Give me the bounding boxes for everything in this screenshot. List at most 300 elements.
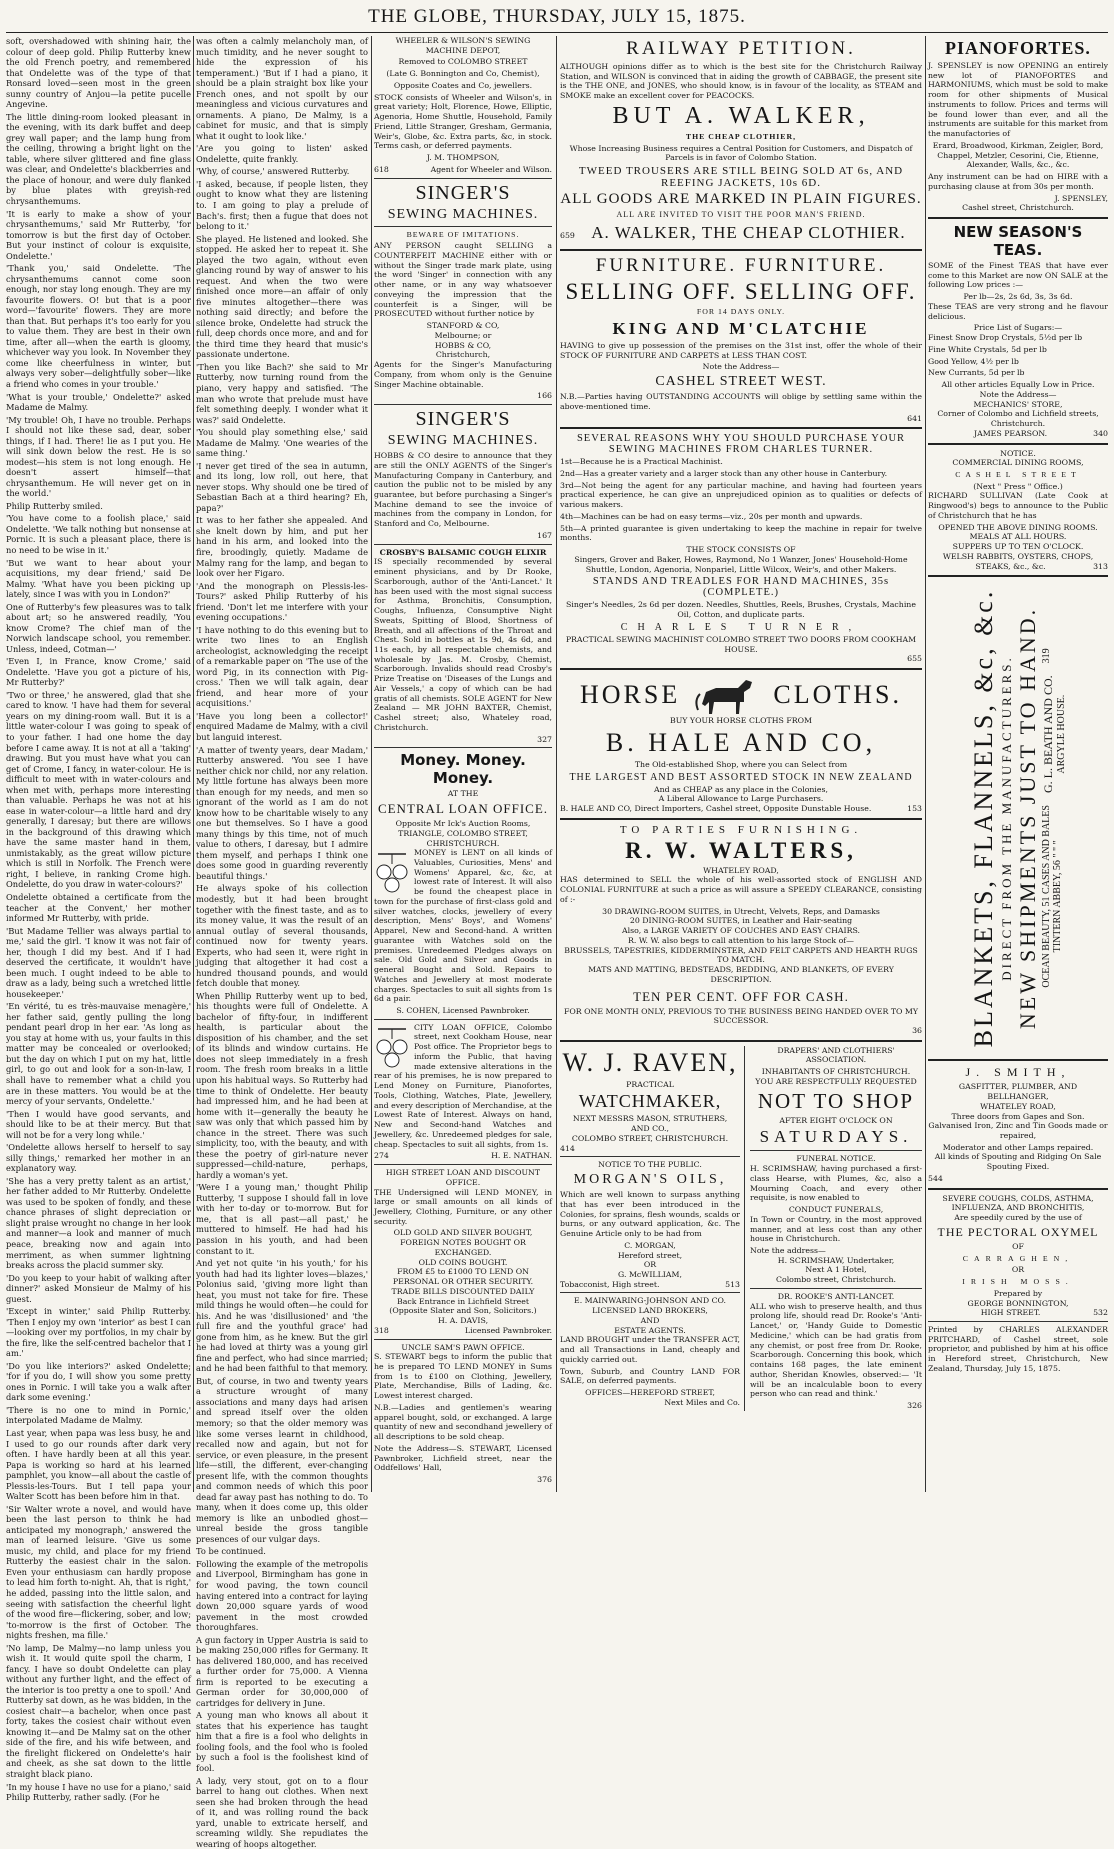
ad-body: RICHARD SULLIVAN (Late Cook at Ringwood's) begs to announce to the Public of Christchurch that he has bbox=[928, 491, 1108, 520]
ad-subtitle: SEWING MACHINES. bbox=[387, 433, 539, 449]
ad-subtitle: CENTRAL LOAN OFFICE. bbox=[377, 801, 549, 817]
ad-line: FOR ONE MONTH ONLY, PREVIOUS TO THE BUSINESS BEING HANDED OVER TO MY SUCCESSOR. bbox=[563, 1006, 919, 1026]
ad-body: Town, Suburb, and Country LAND FOR SALE, on deferred payments. bbox=[560, 1366, 740, 1386]
price-item: New Currants, 5d per lb bbox=[928, 368, 1025, 378]
ad-line: OLD GOLD AND SILVER BOUGHT, bbox=[393, 1228, 533, 1238]
ad-body: Agents for the Singer's Manufacturing Company, from whom only is the Genuine Singer Machine obtainable. bbox=[374, 360, 552, 389]
ad-line: OCEAN BEAUTY, 51 CASES AND BALES bbox=[1041, 805, 1052, 988]
ad-firm: J. SMITH, bbox=[965, 1065, 1071, 1080]
ad-drapers-association bbox=[750, 1046, 922, 1148]
ad-signature: G. McWILLIAM, bbox=[618, 1270, 682, 1279]
ad-line: R. W. W. also begs to call attention to his large Stock of— bbox=[628, 935, 854, 945]
price-item: Finest Snow Drop Crystals, 5½d per lb bbox=[928, 333, 1083, 343]
ad-railway-petition bbox=[560, 38, 922, 245]
ad-king-mclatchie bbox=[560, 255, 922, 423]
ad-body: Whose Increasing Business requires a Central Position for Customers, and Dispatch of Parcels is in favor of Colombo Station. bbox=[569, 143, 913, 163]
ad-title: UNCLE SAM'S PAWN OFFICE. bbox=[401, 1342, 525, 1352]
ad-headline: IRISH MOSS. bbox=[962, 1277, 1074, 1287]
printer-imprint: Printed by CHARLES ALEXANDER PRITCHARD, of Cashel street, sole proprietor, and published by him at his office in Hereford street, Christchurch, New Zealand, Thursday, July 15, 1875. bbox=[928, 1325, 1108, 1373]
ad-divider bbox=[928, 1188, 1108, 1190]
ad-address: Hereford street, bbox=[617, 1250, 683, 1260]
ad-title: CROSBY'S BALSAMIC COUGH ELIXIR bbox=[379, 547, 547, 557]
ad-line: BUY YOUR HORSE CLOTHS FROM bbox=[670, 716, 812, 726]
ad-address: OFFICES—HEREFORD STREET, bbox=[585, 1388, 715, 1398]
story-paragraph: 'Are you going to listen' asked Ondelette, quite frankly. bbox=[196, 143, 368, 164]
story-paragraph: 'She has a very pretty talent as an artist,' her father added to Mr Rutterby. Ondelette was used to be spoken of fondly, and these chance phrases of slight depreciation or slight praise wrought no change in her look and manner—a look and manner of much peace, breaking now and again into merriment, as when summer lightning breaks across the placid summer sky. bbox=[6, 1175, 191, 1271]
story-paragraph: 'But we want to hear about your acquisitions, my dear friend,' said De Malmy. 'What have you been picking up lately, since I was with you in London?' bbox=[6, 557, 191, 600]
ad-number: 167 bbox=[537, 530, 552, 540]
ad-line: Price List of Sugars:— bbox=[973, 323, 1063, 333]
ad-number: 655 bbox=[907, 654, 922, 664]
ad-body: ALTHOUGH opinions differ as to which is the best site for the Christchurch Railway Station, and WILSON is convinced that in aiding the growth of CABBAGE, the present site is the THE ONE, and JONES, who should know, is in favour of the locality, as STEAM and SMOKE make an excellent cover for PEACOCKS. bbox=[560, 62, 922, 101]
ad-title: THE PECTORAL OXYMEL bbox=[937, 1224, 1099, 1239]
story-paragraph: 'Sir Walter wrote a novel, and would have been the last person to think he had anticipated my monograph,' answered the man of learned leisure. 'Give us some music, my child, and place for my friend Rutterby the easiest chair in the salon. Even your enthusiasm can hardly propose to lead him forth to-night. Ah, that is right,' he added, passing into the little salon, and seeing with satisfaction the cheerful light of the wood fire—flickering, sober, and low; 'to-morrow is the first of October. The nights freshen, ma fille.' bbox=[6, 1503, 191, 1641]
ad-body: HAVING to give up possession of the premises on the 31st inst, offer the whole of their STOCK OF FURNITURE AND CARPETS at LESS THAN COST. bbox=[560, 340, 922, 360]
ad-number: 544 bbox=[928, 1173, 943, 1183]
ad-line: SEVERE COUGHS, COLDS, ASTHMA, INFLUENZA, AND BRONCHITIS, bbox=[942, 1193, 1094, 1213]
ad-number: 376 bbox=[537, 1475, 552, 1485]
ad-uncle-sams bbox=[374, 1343, 552, 1485]
story-paragraph: 'There is no one to mind in Pornic,' interpolated Madame de Malmy. bbox=[6, 1404, 191, 1426]
ad-firm: E. MAINWARING-JOHNSON AND CO. bbox=[574, 1296, 726, 1306]
ad-line: AT THE bbox=[447, 789, 479, 799]
ad-headline: SELLING OFF. SELLING OFF. bbox=[565, 279, 917, 305]
ad-divider bbox=[560, 668, 922, 670]
ad-title: Money. Money. Money. bbox=[400, 751, 526, 788]
column-rule bbox=[925, 36, 926, 1492]
ad-headline: CARRAGHEN, bbox=[962, 1253, 1074, 1263]
ad-line: TINTERN ABBEY, 56 " " " bbox=[1052, 840, 1063, 953]
ad-firm: R. W. WALTERS, bbox=[625, 837, 857, 863]
story-paragraph: A gun factory in Upper Austria is said to be making 250,000 rifles for Germany. It has delivered 180,000, and has received a further order for 75,000. A Vienna firm is reported to be executing a German order for 30,000,000 of cartridges for delivery in June. bbox=[196, 1634, 368, 1708]
ad-line: THE LARGEST AND BEST ASSORTED STOCK IN NEW ZEALAND bbox=[569, 771, 913, 783]
ad-line: ESTATE AGENTS. bbox=[614, 1325, 686, 1335]
column-rule bbox=[193, 36, 194, 1492]
ad-number: 659 bbox=[560, 231, 575, 241]
ad-subtitle: SEWING MACHINES. bbox=[387, 206, 539, 222]
ad-line: TWEED TROUSERS ARE STILL BEING SOLD AT 6s, AND REEFING JACKETS, 10s 6D. bbox=[578, 165, 904, 190]
ad-line: Opposite Coates and Co, jewellers. bbox=[393, 80, 533, 90]
ad-line: OR bbox=[643, 1260, 657, 1270]
story-paragraph: Last year, when papa was less busy, he and I used to go our rounds after dark very often. I have hardly been at all this year. Papa is working so hard at his learned pamphlet, you know—all about the castle of Plessis-les-Tours. But I tell papa your Walter Scott has been before him in that. bbox=[6, 1428, 191, 1502]
ad-address: CASHEL STREET bbox=[955, 469, 1081, 479]
ad-line: OPENED THE ABOVE DINING ROOMS. bbox=[938, 522, 1098, 532]
ad-address: B. HALE AND CO, Direct Importers, Cashel street, Opposite Dunstable House. bbox=[560, 803, 872, 813]
ad-number: 414 bbox=[560, 1143, 575, 1153]
story-paragraph: 'Then you like Bach?' she said to Mr Rutterby, now turning round from the piano, very happy and satisfied. 'The man who wrote that prelude must have felt something deeply. I wonder what it was?' said Ondelette. bbox=[196, 361, 368, 425]
ad-pianofortes bbox=[928, 38, 1108, 213]
ad-title: PIANOFORTES. bbox=[945, 38, 1091, 58]
story-paragraph: Philip Rutterby smiled. bbox=[6, 500, 103, 511]
ad-address: Next A 1 Hotel, bbox=[805, 1265, 867, 1275]
reason-item: 1st—Because he is a Practical Machinist. bbox=[560, 457, 723, 467]
ad-address: NEXT MESSRS MASON, STRUTHERS, bbox=[572, 1114, 728, 1124]
ad-line: STEAKS, &c., &c. bbox=[975, 561, 1046, 571]
story-paragraph: 'No lamp, De Malmy—no lamp unless you wish it. It would quite spoil the charm, I fancy. I have so doubt Ondelette can play without any further light, and the effect of the interior is too pretty a one to spoil.' And Rutterby sat down, as he was bidden, in the cosiest chair—a bachelor, when once past forty, takes the cosiest chair without even knowing it—and De Malmy sat on the other side of the fire, and his wife between, and the firelight flickered on Ondelette's hair and cheek, as she sat down to the little straight black piano. bbox=[6, 1642, 191, 1779]
ad-title: SINGER'S bbox=[415, 408, 511, 431]
ad-body: HAS determined to SELL the whole of his well-assorted stock of ENGLISH AND COLONIAL FURNITURE at such a price as will assure a SPEEDY CLEARANCE, consisting of :- bbox=[560, 875, 922, 904]
ad-title: NOTICE TO THE PUBLIC. bbox=[598, 1160, 702, 1170]
ad-body: S. STEWART begs to inform the public that he is prepared TO LEND MONEY in Sums from 1s to £100 on Clothing, Jewellery, Plate, Merchandise, Bills of Lading, &c. Lowest interest charged. bbox=[374, 1352, 552, 1401]
story-paragraph: But, of course, in two and twenty years a structure wrought of many associations and many days had arisen and spread itself over the olden memory; so that the older memory was like some verses learnt in childhood, recalled now and again, but not for service, or even pleasure, in the present life—still, the different, ever-changing present life, with the common thoughts and common needs of which this poor dead far away past has nothing to do. To many, when it does come up, this older memory is like an unbodied ghost—unreal beside the gross tangible presences of our vulgar days. bbox=[196, 1375, 368, 1544]
ad-title: CLOTHS. bbox=[773, 680, 902, 710]
story-paragraph: Following the example of the metropolis and Liverpool, Birmingham has gone in for wood paving, the town council having entered into a contract for laying down 20,000 square yards of wood pavement in the most crowded thoroughfares. bbox=[196, 1558, 368, 1633]
ad-body: H. SCRIMSHAW, having purchased a first-class Hearse, with Plumes, &c, also a Mourning Coach, and every other requisite, is now enabled to bbox=[750, 1164, 922, 1203]
ad-address: Next Miles and Co. bbox=[664, 1397, 740, 1407]
vertical-ad-text bbox=[969, 589, 1067, 1048]
ad-divider bbox=[374, 226, 552, 227]
ad-line: Removed to COLOMBO STREET bbox=[398, 57, 528, 67]
ad-title: WATCHMAKER, bbox=[578, 1091, 722, 1112]
ad-body: MONEY is LENT on all kinds of Valuables, Curiosities, Mens' and Womens' Apparel, &c, &c, at lowest rate of Interest. It will also be found the cheapest place in town for the purchase of first-class gold and silver watches, clocks, jewellery of every description, Mens' Boys', and Womens' Apparel, New and Second-hand. A written guarantee with Watches sold on the premises. Unredeemed Pledges always on sale. Old Gold and Silver and Goods in general Bought and Sold. Repairs to Watches and Jewellery at most moderate charges. Spectacles to suit all sights from 1s 6d a pair. bbox=[374, 848, 552, 1004]
story-paragraph: When Phillip Rutterby went up to bed, his thoughts were full of Ondelette. A bachelor of fifty-four, in indifferent health, is particular about the disposition of his chamber, and the set of its blinds and window curtains. He does not sleep immediately in a fresh room. The fresh room breaks in a little upon his habitual ways. So Rutterby had time to think of Ondelette. Her beauty had impressed him, and he had been at home with it—generally the beauty he saw was only that which passed him by chance in the street. There was such simplicity, too, with the beauty, and with these the poetry of girl-nature never suppressed—child-nature, perhaps, hardly a woman's yet. bbox=[196, 990, 368, 1180]
ad-body: N.B.—Ladies and gentlemen's wearing apparel bought, sold, or exchanged. A large quantity of new and secondhand jewellery of all descriptions to be sold cheap. bbox=[374, 1402, 552, 1442]
story-paragraph: was often a calmly melancholy man, of much timidity, and he never sought to hide the expression of his temperament.) 'But if I had a piano, it should be a plain straight box like your French ones, and not spoilt by our meaningless and vicious curvatures and ornaments. A piano, De Malmy, is a cabinet for music, and that is simply what it ought to look like.' bbox=[196, 36, 368, 141]
story-paragraph: 'What is your trouble,' Ondelette?' asked Madame de Malmy. bbox=[6, 391, 191, 413]
ad-divider bbox=[928, 1059, 1108, 1061]
story-paragraph: 'Have you long been a collector!' enquired Madame de Malmy, with a civil but languid interest. bbox=[196, 710, 368, 742]
ad-headline: NEW SHIPMENTS JUST TO HAND. bbox=[1015, 607, 1040, 1030]
ad-divider bbox=[928, 1321, 1108, 1322]
ad-line: A Liberal Allowance to Large Purchasers. bbox=[658, 794, 824, 804]
pawn-balls-icon bbox=[374, 850, 410, 894]
ad-body: Erard, Broadwood, Kirkman, Zeigler, Bord, Chappel, Metzler, Cesorini, Cie, Etienne, Alexander, Walls, &c., &c. bbox=[932, 140, 1104, 170]
ad-line: Note the Address— bbox=[702, 362, 780, 372]
ad-address: Opposite Mr Ick's Auction Rooms, TRIANGLE, COLOMBO STREET, CHRISTCHURCH. bbox=[395, 819, 531, 848]
ad-title: BUT A. WALKER, bbox=[612, 102, 870, 129]
ad-number: 319 bbox=[1041, 648, 1052, 664]
reasons-list bbox=[560, 457, 922, 543]
ad-line: FOREIGN NOTES BOUGHT OR EXCHANGED. bbox=[400, 1238, 526, 1257]
column-rule bbox=[556, 36, 557, 1492]
ad-number: 641 bbox=[907, 413, 922, 423]
story-paragraph: 'I asked, because, if people listen, they ought to know what they are listening to. I am going to play a prelude of Bach's. first; then a fugue that does not belong to it.' bbox=[196, 178, 368, 232]
ad-mainwaring bbox=[560, 1296, 740, 1407]
ad-body: J. SPENSLEY is now OPENING an entirely new lot of PIANOFORTES and HARMONIUMS, which must be sold to make room for other shipments of Musical instruments to follow. Prices and terms will be found lower than ever, and all the instruments are suitable for this market from the manufactories of bbox=[928, 61, 1108, 139]
ad-signature: Agent for Wheeler and Wilson. bbox=[430, 164, 552, 174]
story-paragraph: A young man who knows all about it states that his experience has taught him that a fire is a fool who delights in fooling fools, and the fool who is fooled by such a fool is the foolishest kind of fool. bbox=[196, 1710, 368, 1773]
ad-line: WELSH RABBITS, OYSTERS, CHOPS, bbox=[942, 551, 1094, 561]
ad-singer-2 bbox=[374, 408, 552, 541]
ad-line: OR bbox=[1011, 1265, 1025, 1275]
ad-line: SUPPERS UP TO TEN O'CLOCK. bbox=[952, 542, 1084, 552]
ad-divider bbox=[374, 404, 552, 405]
ad-raven bbox=[560, 1046, 745, 1411]
price-item: Good Yellow, 4½ per lb bbox=[928, 356, 1019, 366]
story-paragraph: 'I never get tired of the sea in autumn, and its long, low roll, out here, that never stops. Why should one be tired of Sebastian Bach at a third hearing? Eh, papa?' bbox=[196, 460, 368, 513]
masthead: THE GLOBE, THURSDAY, JULY 15, 1875. bbox=[368, 6, 746, 27]
ad-number: 36 bbox=[912, 1025, 922, 1035]
ad-divider bbox=[374, 544, 552, 545]
ad-line: (Late G. Bonnington and Co, Chemist), bbox=[386, 69, 540, 79]
ad-signature: H. E. NATHAN. bbox=[491, 1151, 552, 1161]
ad-body: Singers, Grover and Baker, Howes, Raymond, No 1 Wanzer, Jones' Household-Home Shuttle, London, Agenoria, Nonpariel, Little Wilcox, Weir's, and other Makers. bbox=[574, 554, 908, 574]
ad-address: ARGYLE HOUSE. bbox=[1056, 695, 1067, 774]
ad-signature: STANFORD & CO, bbox=[426, 321, 500, 331]
sugar-price-list bbox=[928, 333, 1108, 378]
ad-title: NOTICE. bbox=[1000, 448, 1036, 458]
ads-row-raven-drapers bbox=[560, 1046, 922, 1411]
reason-item: 4th—Machines can be had on easy terms—viz., 20s per month and upwards. bbox=[560, 511, 863, 521]
ad-central-loan bbox=[374, 751, 552, 1015]
ad-line: Note the address— bbox=[750, 1246, 826, 1255]
ad-body: These TEAS are very strong and he flavour delicious. bbox=[928, 301, 1108, 321]
ad-body: LAND BROUGHT under the TRANSFER ACT, and all Transactions in Land, cheaply and quickly carried out. bbox=[560, 1335, 740, 1364]
ad-line: 20 DINING-ROOM SUITES, in Leather and Hair-seating bbox=[629, 916, 853, 926]
ad-number: 327 bbox=[537, 734, 552, 744]
ad-line: AND bbox=[640, 1315, 660, 1325]
ad-charles-turner bbox=[560, 433, 922, 664]
ad-divider bbox=[374, 1164, 552, 1165]
ad-warning: BEWARE OF IMITATIONS. bbox=[406, 229, 520, 239]
ad-smith bbox=[928, 1065, 1108, 1183]
story-paragraph: 'Even I, in France, know Crome,' said Ondelette. 'Have you got a picture of his, Mr Rutterby?' bbox=[6, 656, 191, 688]
ad-number: 153 bbox=[907, 803, 922, 813]
ad-signature: CHARLES TURNER, bbox=[620, 621, 862, 633]
ad-signature: Christchurch, bbox=[435, 350, 491, 360]
ad-line: Prepared by bbox=[993, 1288, 1043, 1298]
ad-firm: G. L. BEATH AND CO. bbox=[1041, 675, 1055, 794]
ad-line: Note the Address— bbox=[979, 389, 1057, 399]
story-paragraph: 'And the monograph on Plessis-les-Tours?' asked Philip Rutterby of his friend. 'Don't let me interfere with your evening occupations.' bbox=[196, 580, 368, 623]
ads-column-5 bbox=[928, 36, 1108, 1492]
ad-headline: SATURDAYS. bbox=[759, 1127, 913, 1147]
ad-line: Also, a LARGE VARIETY OF COUCHES AND EASY CHAIRS. bbox=[621, 926, 861, 936]
ad-address: HIGH STREET. bbox=[980, 1308, 1041, 1318]
ad-morgans-oils bbox=[560, 1160, 740, 1289]
story-paragraph: A lady, very stout, got on to a flour barrel to hang out clothes. When next seen she had broken through the head of it, and was rolling round the back yard, unable to extricate herself, and screaming wildly. She repudiates the wearing of hoops altogether. bbox=[196, 1775, 368, 1849]
ad-line: All other articles Equally Low in Price. bbox=[941, 380, 1095, 390]
story-paragraph: One of Rutterby's few pleasures was to talk about art; so he answered readily, 'You know Crome? The chief man of the Norwich landscape school, you remember. Unless, indeed, Cotman—' bbox=[6, 601, 191, 654]
story-paragraph: 'But Madame Tellier was always partial to me,' said the girl. 'I know it was not fair of her, though I did my best. And if I had deserved the certificate, it wouldn't have been much. I ought indeed to be able to draw as a lady, being such a wretched little housekeeper.' bbox=[6, 925, 191, 999]
ad-address: WHATELEY ROAD, bbox=[980, 1101, 1056, 1111]
ad-signature: J. SPENSLEY, bbox=[1054, 193, 1108, 203]
ad-line: YOU ARE RESPECTFULLY REQUESTED bbox=[755, 1076, 917, 1086]
ad-divider bbox=[928, 443, 1108, 445]
ad-singer-1 bbox=[374, 182, 552, 401]
story-paragraph: To be continued. bbox=[196, 1546, 266, 1557]
ad-divider bbox=[560, 1292, 740, 1293]
ad-line: ALL ARE INVITED TO VISIT THE POOR MAN'S FRIEND. bbox=[616, 210, 866, 220]
ad-firm: KING AND M'CLATCHIE bbox=[612, 318, 870, 338]
ad-number: 513 bbox=[725, 1279, 740, 1289]
ad-number: 318 bbox=[374, 1325, 389, 1335]
ad-headline: CONDUCT FUNERALS, bbox=[788, 1205, 884, 1215]
ad-body: Which are well known to surpass anything that has ever been introduced in the Colonies, for sprains, flesh wounds, scalds or burns, or any outward application, &c. The Genuine Article only to be had from bbox=[560, 1190, 740, 1239]
story-paragraph: 'I have nothing to do this evening but to write two lines to an English archeologist, acknowledging the receipt of a remarkable paper on 'The use of the word Pig, in its connection with Pig-cross.' Then we will talk again, dear friend, and hear more of your acquisitions.' bbox=[196, 624, 368, 709]
ad-signature: Melbourne; or bbox=[434, 330, 492, 340]
ad-line: (Opposite Slater and Son, Solicitors.) bbox=[389, 1306, 537, 1316]
ad-line: INHABITANTS OF CHRISTCHURCH. bbox=[761, 1067, 911, 1077]
story-paragraph: 'En vérité, tu es très-mauvaise menagère,' her father said, gently pulling the long pendant pearl drop in her ear. 'As long as you stay at home with us, your faults in this matter may be concealed or overlooked; but the day on which I put on my hat, little girl, to go out and look for a son-in-law, I shall have to remember what a child you are in these matters. You would be at the mercy of your servants, Ondelette.' bbox=[6, 1001, 191, 1107]
ad-address: Three doors from Gapes and Son. bbox=[951, 1111, 1085, 1121]
story-paragraph: 'You should play something else,' said Madame de Malmy. 'One wearies of the same thing.' bbox=[196, 427, 368, 459]
ad-title: HORSE bbox=[580, 680, 681, 710]
story-paragraph: 'Were I a young man,' thought Philip Rutterby, 'I suppose I should fall in love with her to-day or to-morrow. But for me, that is all past—all past,' he muttered to himself. He had had his passion in his youth, and had been constant to it. bbox=[196, 1182, 368, 1256]
ad-address: Colombo street, Christchurch. bbox=[776, 1275, 896, 1285]
story-paragraph: And yet not quite 'in his youth,' for his youth had had its lighter loves—blazes,' Polonius said, 'giving more light than heat, you must not take for fire. These mild things he would often—he could for his. And he was 'disillusioned' and 'the full fire and the youthful grace' had gone from him, as he knew. But the girl he had loved at thirty was a young girl fine and perfect, who had since married; and he had been faithful to that memory. bbox=[196, 1258, 368, 1374]
story-paragraph: 'Thank you,' said Ondelette. 'The chrysanthemums cannot come soon enough, nor stay long enough. They are my favourite flowers. O! but that is a poor word—'favourite' flowers. They are more than that. But perhaps it's too early for you to value them. They are best in their own time, after all—when the earth is gloomy, whichever way you look. In November they come like cheerfulness in winter, but always very sober—delightfully sober—like a friend who comes in your trouble.' bbox=[6, 263, 191, 389]
story-paragraph: 'Why, of course,' answered Rutterby. bbox=[196, 166, 350, 177]
ad-title: NEW SEASON'S TEAS. bbox=[953, 223, 1083, 260]
ad-body: STOCK consists of Wheeler and Wilson's, in great variety; Holt, Florence, Howe, Elliptic, Agenoria, Home Shuttle, Household, Family Friend, Little Stranger, Gresham, Germania, Weir's, Globe, &c. Extra parts, &c, in stock. Terms cash, or deferred payments. bbox=[374, 92, 552, 151]
ad-signature: S. COHEN, Licensed Pawnbroker. bbox=[396, 1006, 530, 1016]
ad-title: DRAPERS' AND CLOTHIERS' ASSOCIATION. bbox=[777, 1045, 895, 1065]
ad-body: ALL who wish to preserve health, and thus prolong life, should read Dr. Rooke's 'Anti-Lancet,' or, 'Handy Guide to Domestic Medicine,' which can be had gratis from any chemist, or post free from Dr. Rooke, Scarborough. Concerning this book, which contains 168 pages, the late eminent author, Sheridan Knowles, observed:— 'It will be an incalculable boon to every person who can read and think.' bbox=[750, 1301, 922, 1399]
ad-divider bbox=[560, 1156, 740, 1157]
ad-horse-cloths bbox=[560, 674, 922, 814]
ad-blankets-vertical bbox=[928, 583, 1108, 1053]
ad-line: TRADE BILLS DISCOUNTED DAILY bbox=[391, 1286, 535, 1296]
story-paragraph: 'Do you like interiors?' asked Ondelette; 'for if you do, I will show you some pretty ones in Pornic. I will take you a walk after dark some evening.' bbox=[6, 1360, 191, 1403]
ad-line: PRACTICAL bbox=[626, 1079, 674, 1089]
ad-divider bbox=[560, 427, 922, 429]
story-paragraph: 'A matter of twenty years, dear Madam,' Rutterby answered. 'You see I have neither chick nor child, nor any relation. My little fortune has always been more than enough for my needs, and men so ignorant of the world as I am do not know how to be charitable wisely to any one but themselves. So I have a good many things by this time, not of much value to others, I daresay, but I admire them myself, and perhaps I think one does some good in guarding reverently beautiful things.' bbox=[196, 744, 368, 881]
ad-line: ALL GOODS ARE MARKED IN PLAIN FIGURES. bbox=[560, 191, 922, 208]
ad-line: The Old-established Shop, where you can Select from bbox=[634, 759, 848, 769]
ad-line: Are speedily cured by the use of bbox=[954, 1213, 1082, 1223]
ad-line: DIRECT FROM THE MANUFACTURERS. bbox=[999, 655, 1014, 982]
story-paragraph: 'In my house I have no use for a piano,' said Philip Rutterby, rather sadly. (For he bbox=[6, 1781, 192, 1803]
story-paragraph: 'Ondelette allows herself to herself to say silly things,' remarked her mother in an explanatory way. bbox=[6, 1142, 191, 1174]
story-paragraph: 'You have come to a foolish place,' said Ondelette. 'We talk nothing but nonsense at Pornic. It is such a pleasant place, there is no need to be wise in it.' bbox=[6, 513, 191, 555]
ad-line: FOR 14 DAYS ONLY. bbox=[696, 307, 786, 317]
horse-icon bbox=[692, 674, 762, 716]
story-paragraph: The little dining-room looked pleasant in the evening, with its dark buffet and deep grey wall paper; and the lamp hung from the ceiling, throwing a bright light on the table, where silver glittered and fine glass was clear, and Ondelette's blackberries and the place of honour, and were duly flanked by blue plates with greyish-red chrysanthemums. bbox=[6, 111, 191, 206]
ad-line: FROM £5 to £1000 TO LEND ON PERSONAL OR OTHER SECURITY. bbox=[392, 1267, 534, 1287]
ad-funeral bbox=[750, 1154, 922, 1285]
ad-address: CASHEL STREET WEST. bbox=[655, 374, 827, 390]
story-paragraph: She played. He listened and looked. She stopped. He asked her to repeat it. She played the two again, without even glancing round by way of answer to his request. And when the two were finished once more—an affair of only five minutes altogether—there was nothing said directly; and before the silence broke, Ondelette had struck the full, deep chords once more, and and for the third time they heard that music's passionate undertone. bbox=[196, 233, 368, 360]
ad-line: THE STOCK CONSISTS OF bbox=[686, 545, 796, 555]
ad-body: Singer's Needles, 2s 6d per dozen. Needles, Shuttles, Reels, Brushes, Crystals, Machine Oil, Cotton, and duplicate parts. bbox=[566, 600, 916, 620]
ad-subtitle: THE CHEAP CLOTHIER, bbox=[685, 131, 797, 141]
ad-title: DR. ROOKE'S ANTI-LANCET. bbox=[777, 1291, 895, 1301]
ad-number: 618 bbox=[374, 164, 389, 174]
ad-address: COLOMBO STREET, CHRISTCHURCH. bbox=[571, 1133, 729, 1143]
ad-wheeler-wilson bbox=[374, 36, 552, 175]
ad-signature: H. SCRIMSHAW, Undertaker, bbox=[777, 1255, 895, 1265]
ad-city-loan bbox=[374, 1023, 552, 1161]
reason-item: 2nd—Has a greater variety and a larger stock than any other house in Canterbury. bbox=[560, 469, 888, 479]
ad-divider bbox=[750, 1288, 922, 1289]
ad-signature: Licensed Pawnbroker. bbox=[464, 1325, 552, 1335]
ad-body: Any instrument can be had on HIRE with a purchasing clause at from 30s per month. bbox=[928, 172, 1108, 191]
ad-line: Moderator and other Lamps repaired. bbox=[942, 1142, 1094, 1152]
ad-line: Per lb—2s, 2s 6d, 3s, 3s 6d. bbox=[963, 292, 1073, 302]
ad-line: OF bbox=[1012, 1241, 1024, 1251]
ad-headline: COMMERCIAL DINING ROOMS, bbox=[952, 458, 1084, 468]
ad-body: SOME of the Finest TEAS that have ever come to this Market are now ON SALE at the following Low prices :— bbox=[928, 261, 1108, 290]
story-paragraph: 'Except in winter,' said Philip Rutterby. 'Then I enjoy my own 'interior' as best I can—looking over my portfolios, in my chair by the fire, like the self-centred bachelor that I am.' bbox=[6, 1306, 191, 1359]
ad-firm: W. J. RAVEN, bbox=[562, 1047, 738, 1077]
ad-signature: HOBBS & CO, bbox=[434, 340, 492, 350]
ad-address: MECHANICS' STORE, bbox=[973, 399, 1063, 409]
ad-body: IS specially recommended by several eminent physicians, and by Dr Rooke, Scarborough, author of the 'Anti-Lancet.' It has been used with the most signal success for Asthma, Bronchitis, Consumption, Coughs, Influenza, Consumptive Night Sweats, Spitting of Blood, Shortness of Breath, and all affections of the Throat and Chest. Sold in bottles at 1s 9d, 4s 6d, and 11s each, by all respectable chemists, and wholesale by Jas. M. Crosby, Chemist, Scarborough. Invalids should read Crosby's Prize Treatise on 'Diseases of the Lungs and Air Vessels,' a copy of which can be had gratis of all chemists. SOLE AGENT for New Zealand — MR JOHN BAXTER, Chemist, Cashel street; also, Whateley road, Christchurch. bbox=[374, 557, 552, 732]
story-text bbox=[196, 36, 368, 1849]
story-column-1 bbox=[6, 36, 192, 1803]
ad-title: SEVERAL REASONS WHY YOU SHOULD PURCHASE YOUR SEWING MACHINES FROM CHARLES TURNER. bbox=[576, 433, 906, 456]
ad-divider bbox=[374, 1339, 552, 1340]
ad-address: Note the Address—S. STEWART, Licensed Pawnbroker, Lichfield street, near the Oddfellows' Hall, bbox=[374, 1443, 552, 1473]
ad-line: GASFITTER, PLUMBER, AND BELLHANGER, bbox=[958, 1082, 1078, 1102]
ad-address: (Next " Press " Office.) bbox=[973, 481, 1063, 491]
ad-divider bbox=[374, 747, 552, 748]
ad-number: 340 bbox=[1093, 428, 1108, 438]
story-paragraph: 'My trouble! Oh, I have no trouble. Perhaps I should not like these sad, dear, sober things, if I had. There! lie as I put you. He will sink down below the rest. He is so modest—his stem is not long enough. He doesn't assert himself—that chrysanthemum. He will never get on in the world.' bbox=[6, 414, 191, 499]
ad-address: Corner of Colombo and Lichfield streets, Christchurch. bbox=[937, 409, 1099, 429]
story-paragraph: 'Do you keep to your habit of walking after dinner?' asked Monsieur de Malmy of his guest. bbox=[6, 1272, 191, 1304]
story-paragraph: Ondelette obtained a certificate from the teacher at the Convent,' her mother informed Mr Rutterby, with pride. bbox=[6, 891, 191, 924]
reason-item: 5th—A printed guarantee is given undertaking to keep the machine in repair for twelve months. bbox=[560, 523, 922, 543]
ad-dining-rooms bbox=[928, 449, 1108, 572]
ad-divider bbox=[750, 1150, 922, 1151]
ad-title: FURNITURE. FURNITURE. bbox=[595, 255, 887, 277]
ad-new-teas bbox=[928, 223, 1108, 438]
story-paragraph: He always spoke of his collection modestly, but it had been brought together with the finest taste, and as to its money value, it was the result of an annual outlay of several thousands, continued now for twenty years. Experts, who had seen it, were right in judging that altogether it had cost a hundred thousand pounds, and would fetch double that money. bbox=[196, 883, 368, 989]
ad-divider bbox=[560, 818, 922, 820]
ad-address: Tobacconist, High street. bbox=[560, 1279, 660, 1289]
ad-body: THE Undersigned will LEND MONEY, in large or small amounts on all kinds of Jewellery, Clothing, Furniture, or any other security. bbox=[374, 1187, 552, 1226]
story-column-2 bbox=[196, 36, 368, 1849]
story-paragraph: 'It is early to make a show of your chrysanthemums,' said Mr Rutterby, 'for tomorrow is but the first day of October. But your instinct of colour is exquisite, Ondelette.' bbox=[6, 208, 191, 261]
ad-drapers-column bbox=[745, 1046, 922, 1411]
ad-number: 532 bbox=[1093, 1308, 1108, 1318]
ad-number: 166 bbox=[537, 391, 552, 401]
ads-column-3 bbox=[374, 36, 552, 1492]
ad-line: Back Entrance in Lichfield Street bbox=[396, 1296, 530, 1306]
ad-line: 30 DRAWING-ROOM SUITES, in Utrecht, Velvets, Reps, and Damasks bbox=[602, 906, 880, 916]
ad-crosby bbox=[374, 548, 552, 745]
ad-signature: JAMES PEARSON. bbox=[973, 428, 1048, 438]
ad-line: OLD COINS BOUGHT. bbox=[418, 1257, 508, 1267]
ad-line: LICENSED LAND BROKERS, bbox=[592, 1306, 708, 1316]
ad-title: SINGER'S bbox=[415, 181, 511, 204]
ad-signature: J. M. THOMPSON, bbox=[426, 153, 500, 163]
column-rule bbox=[371, 36, 372, 1492]
ads-column-4 bbox=[560, 36, 922, 1492]
ad-divider bbox=[374, 178, 552, 179]
ad-pectoral-oxymel bbox=[928, 1194, 1108, 1318]
ad-number: 274 bbox=[374, 1151, 389, 1161]
ad-title: RAILWAY PETITION. bbox=[626, 38, 856, 59]
ad-title: WHEELER & WILSON'S SEWING MACHINE DEPOT, bbox=[395, 36, 531, 55]
ad-divider bbox=[928, 575, 1108, 577]
ad-line: And as CHEAP as any place in the Colonies, bbox=[653, 784, 829, 794]
ad-headline: TEN PER CENT. OFF FOR CASH. bbox=[633, 988, 849, 1004]
ad-body: In Town or Country, in the most approved manner, and at less cost than any other house in Christchurch. bbox=[750, 1214, 922, 1244]
ad-body: Galvanised Iron, Zinc and Tin Goods made or repaired, bbox=[928, 1121, 1108, 1140]
ad-line: STANDS AND TREADLES FOR HAND MACHINES, 35s (COMPLETE.) bbox=[592, 576, 890, 599]
ad-address: AND CO., bbox=[630, 1124, 670, 1134]
ad-divider bbox=[560, 1040, 922, 1042]
ad-body: All kinds of Spouting and Ridging On Sale Spouting Fixed. bbox=[934, 1152, 1102, 1172]
ad-walters bbox=[560, 824, 922, 1036]
ad-body: ANY PERSON caught SELLING a COUNTERFEIT MACHINE either with or without the Singer trade mark plate, using the word 'Singer' in connection with any other name, or in any way whatsoever conveying the impression that the counterfeit is a Singer, will be PROSECUTED without further notice by bbox=[374, 241, 552, 319]
ad-address: Cashel street, Christchurch. bbox=[962, 203, 1074, 213]
ad-divider bbox=[928, 217, 1108, 219]
ad-address: WHATELEY ROAD, bbox=[703, 865, 779, 875]
ad-signature: H. A. DAVIS, bbox=[437, 1316, 489, 1326]
ad-headline: NOT TO SHOP bbox=[757, 1088, 915, 1113]
story-paragraph: It was to her father she appealed. And she knelt down by him, and put her hand in his arm, and looked into the fire, broodingly, quietly. Madame de Malmy rang for the lamp, and began to look over her Figaro. bbox=[196, 515, 368, 579]
ad-signature: A. WALKER, THE CHEAP CLOTHIER. bbox=[591, 223, 906, 243]
ad-signature: C. MORGAN, bbox=[624, 1240, 676, 1250]
ad-title: FUNERAL NOTICE. bbox=[796, 1154, 876, 1164]
ad-address: PRACTICAL SEWING MACHINIST COLOMBO STREET TWO DOORS FROM COOKHAM HOUSE. bbox=[565, 634, 917, 654]
ad-high-street-loan bbox=[374, 1168, 552, 1335]
ad-signature: GEORGE BONNINGTON, bbox=[967, 1298, 1069, 1308]
